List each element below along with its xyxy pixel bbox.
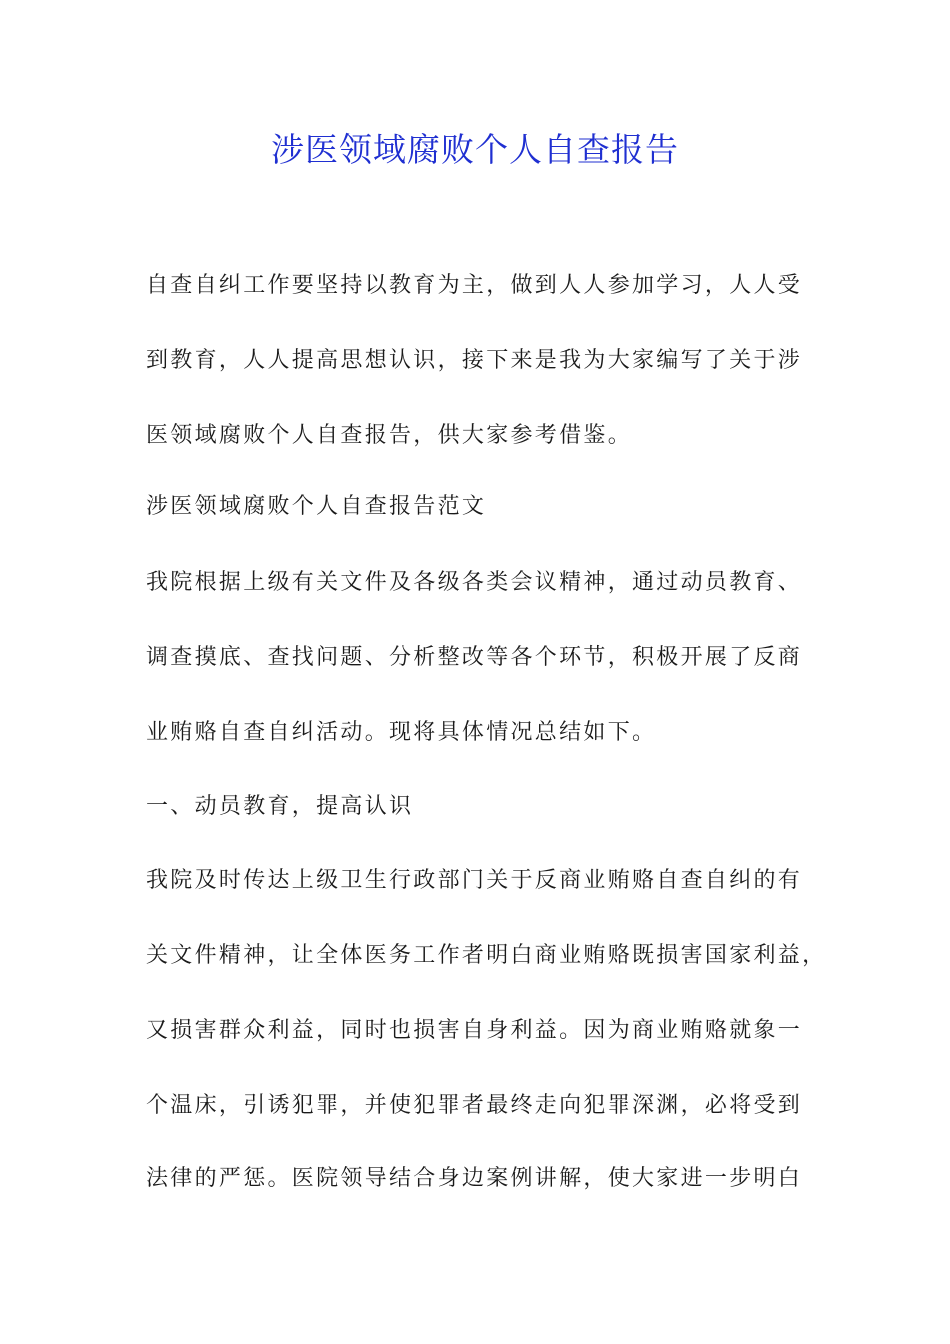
body-line-8: 法律的严惩。医院领导结合身边案例讲解，使大家进一步明白 xyxy=(146,1166,803,1191)
body-line-3: 业贿赂自查自纠活动。现将具体情况总结如下。 xyxy=(146,720,657,745)
body-line-1: 我院根据上级有关文件及各级各类会议精神，通过动员教育、 xyxy=(146,570,803,595)
intro-line-1: 自查自纠工作要坚持以教育为主，做到人人参加学习，人人受 xyxy=(146,273,803,298)
body-line-4: 我院及时传达上级卫生行政部门关于反商业贿赂自查自纠的有 xyxy=(146,868,803,893)
body-line-7: 个温床，引诱犯罪，并使犯罪者最终走向犯罪深渊，必将受到 xyxy=(146,1093,803,1118)
intro-line-3: 医领域腐败个人自查报告，供大家参考借鉴。 xyxy=(146,423,633,448)
body-line-2: 调查摸底、查找问题、分析整改等各个环节，积极开展了反商 xyxy=(146,645,803,670)
subtitle-line: 涉医领域腐败个人自查报告范文 xyxy=(146,494,487,519)
body-line-5: 关文件精神，让全体医务工作者明白商业贿赂既损害国家利益， xyxy=(146,943,827,968)
section-heading-1: 一、动员教育，提高认识 xyxy=(146,794,414,819)
body-line-6: 又损害群众利益，同时也损害自身利益。因为商业贿赂就象一 xyxy=(146,1018,803,1043)
document-title: 涉医领域腐败个人自查报告 xyxy=(271,130,679,169)
intro-line-2: 到教育，人人提高思想认识，接下来是我为大家编写了关于涉 xyxy=(146,348,803,373)
